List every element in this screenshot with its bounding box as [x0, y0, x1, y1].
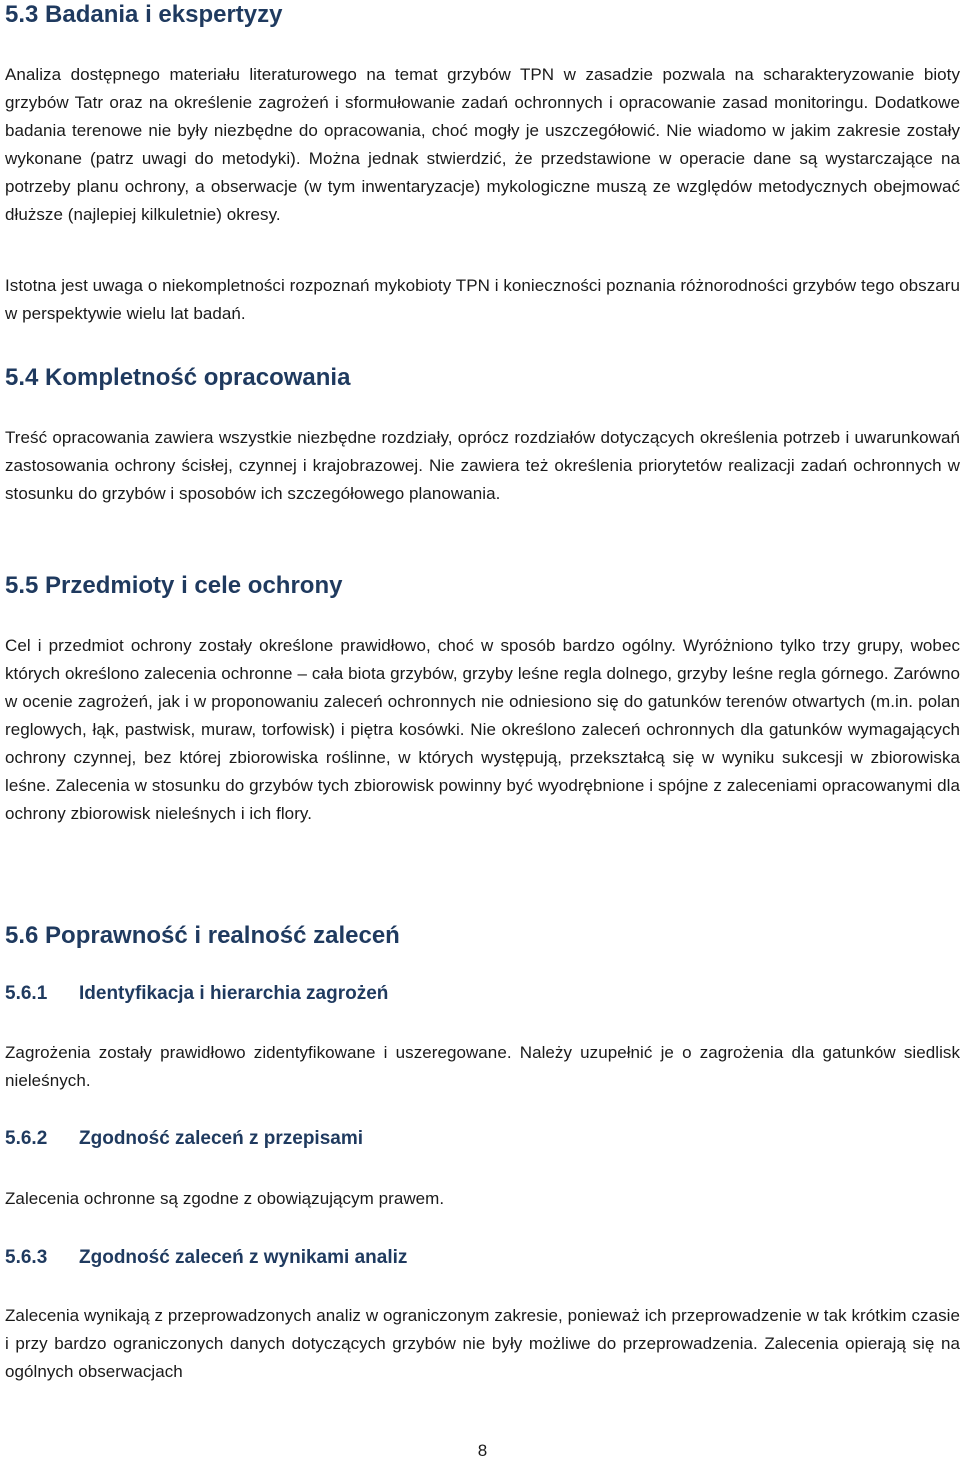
- paragraph-5-4: Treść opracowania zawiera wszystkie niezbędne rozdziały, oprócz rozdziałów dotyczących określenia potrzeb i uwarunkowań zastosowania ochrony ścisłej, czynnej i krajobrazowej. Nie zawiera też określenia priorytetów realizacji zadań ochronnych w stosunku do grzybów i sposobów ich szczegółowego planowania.: [5, 428, 960, 503]
- paragraph-5-5: Cel i przedmiot ochrony zostały określone prawidłowo, choć w sposób bardzo ogólny. Wyróżniono tylko trzy grupy, wobec których określono zalecenia ochronne – cała biota grzybów, grzyby leśne regla dolnego, grzyby leśne regla górnego. Zarówno w ocenie zagrożeń, jak i w proponowaniu zaleceń ochronnych nie odniesiono się do gatunków terenów otwartych (m.in. polan reglowych, łąk, pastwisk, muraw, torfowisk) i piętra kosówki. Nie określono zaleceń ochronnych dla gatunków wymagających ochrony czynnej, bez której zbiorowiska roślinne, w których występują, przekształcą się w wyniku sukcesji w zbiorowiska leśne. Zalecenia w stosunku do grzybów tych zbiorowisk powinny być wyodrębnione i spójne z zaleceniami opracowanymi dla ochrony zbiorowisk nieleśnych i ich flory.: [5, 636, 960, 823]
- subsection-title: Zgodność zaleceń z wynikami analiz: [79, 1247, 408, 1268]
- document-page: [5, 0, 960, 1466]
- subsection-number: 5.6.1: [5, 983, 48, 1004]
- section-heading-5-5: 5.5 Przedmioty i cele ochrony: [5, 572, 343, 599]
- subsection-number: 5.6.2: [5, 1128, 48, 1149]
- paragraph-5-6-3: Zalecenia wynikają z przeprowadzonych analiz w ograniczonym zakresie, ponieważ ich przeprowadzenie w tak krótkim czasie i przy bardzo ograniczonych danych dotyczących grzybów nie były możliwe do przeprowadzenia. Zalecenia opierają się na ogólnych obserwacjach: [5, 1306, 960, 1381]
- subsection-heading-5-6-2: [5, 1126, 955, 1152]
- paragraph-5-3-b: Istotna jest uwaga o niekompletności rozpoznań mykobioty TPN i konieczności poznania różnorodności grzybów tego obszaru w perspektywie wielu lat badań.: [5, 276, 960, 323]
- subsection-title: Identyfikacja i hierarchia zagrożeń: [79, 983, 389, 1004]
- section-heading-5-6: 5.6 Poprawność i realność zaleceń: [5, 922, 400, 949]
- section-heading-5-4: 5.4 Kompletność opracowania: [5, 364, 351, 391]
- page-number: 8: [477, 1441, 488, 1460]
- paragraph-5-6-2: Zalecenia ochronne są zgodne z obowiązującym prawem.: [5, 1189, 445, 1208]
- paragraph-5-6-1: Zagrożenia zostały prawidłowo zidentyfikowane i uszeregowane. Należy uzupełnić je o zagrożenia dla gatunków siedlisk nieleśnych.: [5, 1043, 960, 1090]
- subsection-heading-5-6-3: [5, 1245, 955, 1271]
- subsection-title: Zgodność zaleceń z przepisami: [79, 1128, 364, 1149]
- paragraph-5-3-a: Analiza dostępnego materiału literaturowego na temat grzybów TPN w zasadzie pozwala na scharakteryzowanie bioty grzybów Tatr oraz na określenie zagrożeń i sformułowanie zadań ochronnych i opracowanie zasad monitoringu. Dodatkowe badania terenowe nie były niezbędne do opracowania, choć mogły je uszczegółowić. Nie wiadomo w jakim zakresie zostały wykonane (patrz uwagi do metodyki). Można jednak stwierdzić, że przedstawione w operacie dane są wystarczające na potrzeby planu ochrony, a obserwacje (w tym inwentaryzacje) mykologiczne muszą ze względów metodycznych obejmować dłuższe (najlepiej kilkuletnie) okresy.: [5, 65, 960, 224]
- section-heading-5-3: 5.3 Badania i ekspertyzy: [5, 1, 283, 28]
- subsection-number: 5.6.3: [5, 1247, 48, 1268]
- subsection-heading-5-6-1: [5, 981, 955, 1007]
